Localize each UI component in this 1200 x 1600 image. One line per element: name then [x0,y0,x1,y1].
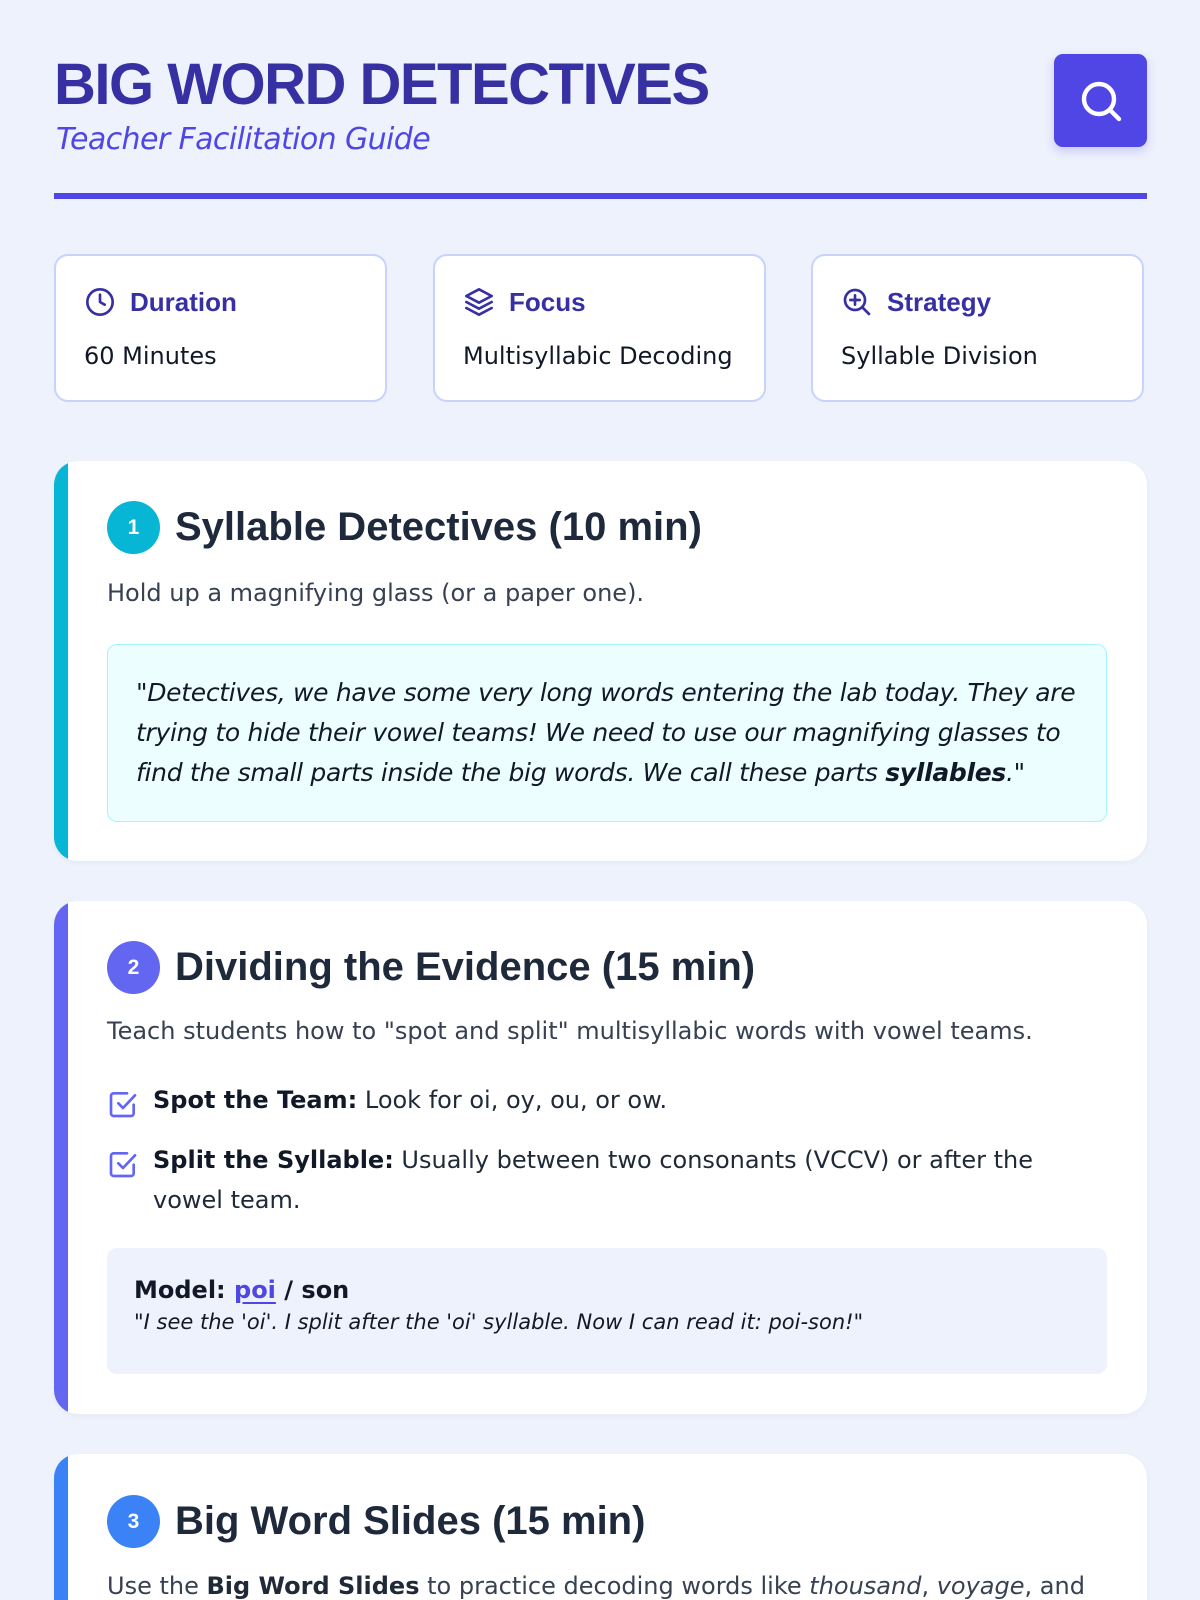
model-divider: / [275,1276,302,1304]
section-accent-bar [54,1454,68,1600]
section-header [107,1495,645,1548]
step-number-badge: 2 [107,941,160,994]
layers-icon [463,286,495,318]
checklist-text: Usually between two consonants (VCCV) or after the vowel team. [153,1146,1033,1214]
section-header [107,501,702,554]
section-intro: Use the Big Word Slides to practice decoding words like thousand, voyage, and [107,1572,1085,1600]
search-button[interactable] [1054,54,1147,147]
page-title: BIG WORD DETECTIVES [54,52,709,117]
section-accent-bar [54,901,68,1414]
checklist-item [107,1140,1107,1220]
info-card-value: Multisyllabic Decoding [463,342,733,370]
section-header [107,941,755,994]
info-card-duration [54,254,387,402]
model-label: Model: [134,1276,226,1304]
page-header [54,52,1147,202]
section-title: Big Word Slides (15 min) [175,1499,646,1543]
model-first-syllable: poi [234,1276,276,1304]
lesson-overview [54,254,1147,406]
clock-icon [84,286,116,318]
section-dividing-the-evidence [54,901,1147,1414]
info-card-value: Syllable Division [841,342,1038,370]
section-title: Dividing the Evidence (15 min) [175,945,756,989]
section-big-word-slides [54,1454,1147,1600]
info-card-label: Duration [130,286,237,317]
info-card-label: Strategy [887,286,992,317]
info-card-label: Focus [509,286,586,317]
example-word: voyage [936,1572,1025,1600]
example-word: thousand [809,1572,922,1600]
section-intro: Teach students how to "spot and split" multisyllabic words with vowel teams. [107,1017,1033,1045]
model-word [134,1276,1080,1304]
model-second-syllable: son [301,1276,350,1304]
page-subtitle: Teacher Facilitation Guide [56,122,431,157]
step-number-badge: 3 [107,1495,160,1548]
section-title: Syllable Detectives (10 min) [175,505,702,549]
quote-emphasis: syllables [885,758,1007,787]
zoom-in-icon [841,286,873,318]
quote-end: ." [1006,758,1025,787]
info-card-value: 60 Minutes [84,342,217,370]
info-card-focus [433,254,766,402]
checklist-text: Look for oi, oy, ou, or ow. [357,1086,668,1114]
teacher-script-quote [107,644,1107,822]
info-card-strategy [811,254,1144,402]
search-icon [1077,77,1125,125]
checkbox-checked-icon [107,1148,139,1180]
checklist-label: Split the Syllable: [153,1146,394,1174]
header-divider [54,193,1147,199]
step-number-badge: 1 [107,501,160,554]
section-accent-bar [54,461,68,861]
model-think-aloud: "I see the 'oi'. I split after the 'oi' syllable. Now I can read it: poi-son!" [134,1310,864,1334]
checklist-item [107,1080,1107,1120]
checkbox-checked-icon [107,1088,139,1120]
checklist-label: Spot the Team: [153,1086,358,1114]
section-syllable-detectives [54,461,1147,861]
model-example-box [107,1248,1107,1374]
big-word-slides-link-text: Big Word Slides [206,1572,420,1600]
section-intro: Hold up a magnifying glass (or a paper one). [107,579,645,607]
facilitation-guide-page [54,0,1147,1600]
quote-text: "Detectives, we have some very long words entering the lab today. They are trying to hide their vowel teams! We need to use our magnifying glasses to find the small parts inside the big words. We call these parts [136,678,1076,787]
